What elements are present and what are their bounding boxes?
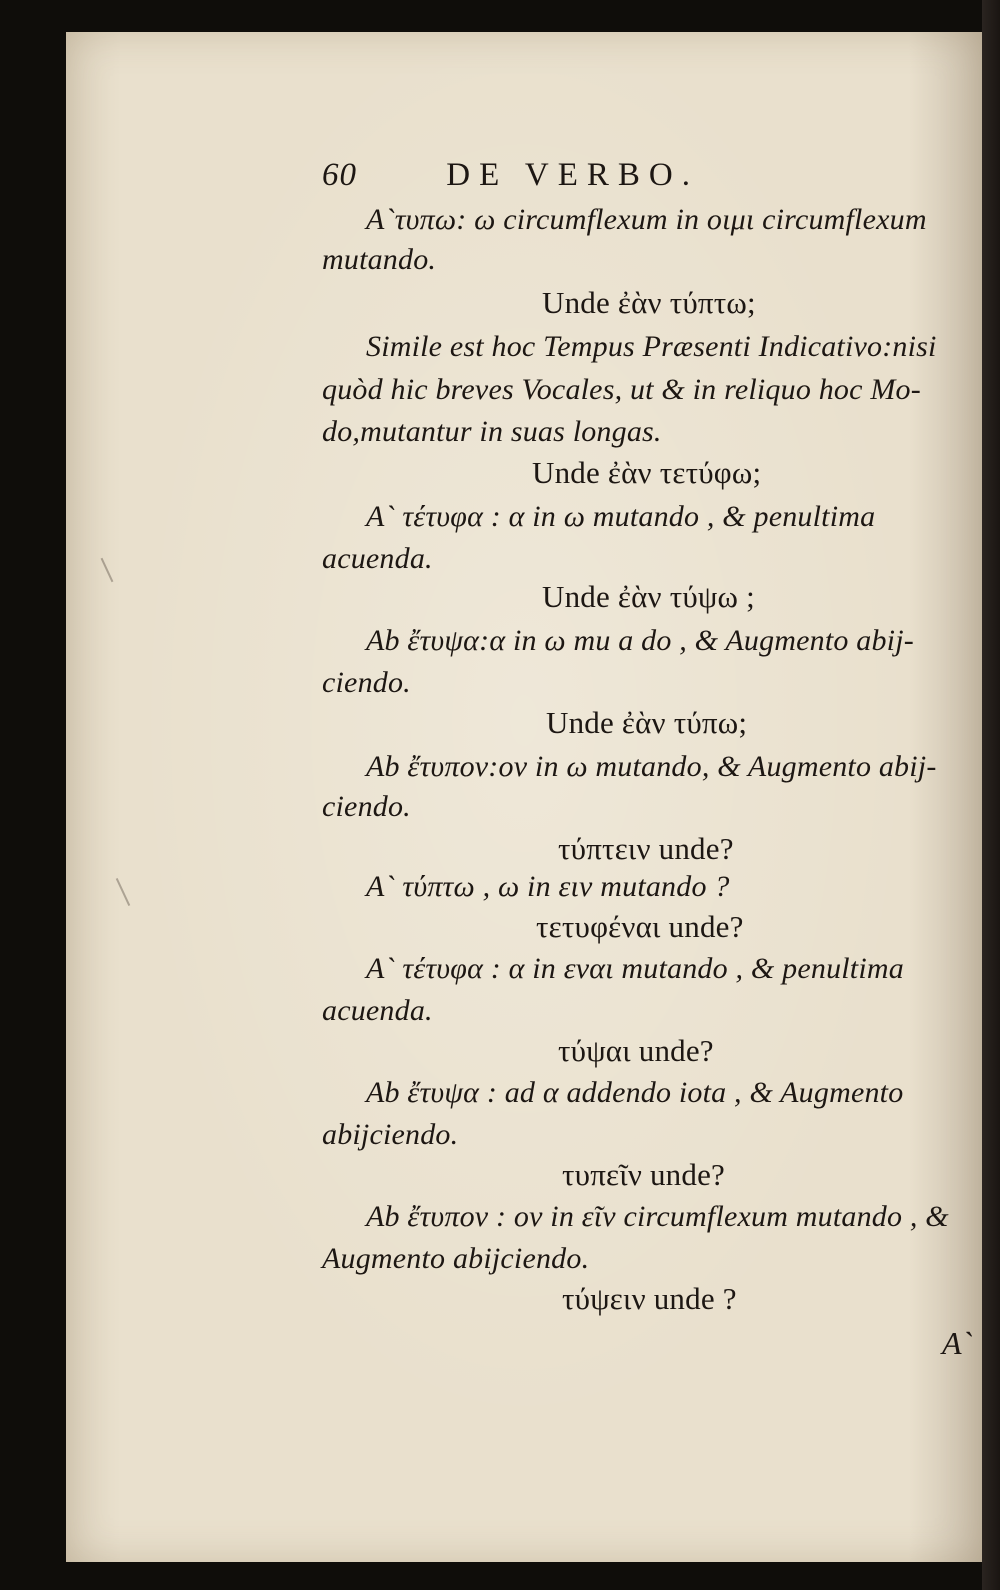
- book-page: [66, 32, 982, 1562]
- text-line: quòd hic breves Vocales, ut & in reliquo hoc Mo-: [322, 373, 921, 406]
- text-line: Ab ἔτυπον : ον in εῖν circumflexum mutando , &: [366, 1200, 949, 1233]
- text-line: do,mutantur in suas longas.: [322, 415, 662, 448]
- text-line-centered: τύψαι unde?: [558, 1033, 714, 1068]
- text-line: Augmento abijciendo.: [322, 1242, 590, 1275]
- ink-mark: [101, 558, 114, 582]
- book-spine-edge: [982, 0, 1000, 1590]
- text-line: A` τύπτω , ω in ειν mutando ?: [366, 870, 730, 903]
- text-line-centered: Unde ἐὰν τύπτω;: [542, 285, 756, 320]
- text-line: Simile est hoc Tempus Præsenti Indicativo:nisi: [366, 330, 937, 363]
- text-line-centered: τύπτειν unde?: [558, 831, 734, 866]
- text-line: Ab ἔτυψα : ad α addendo iota , & Augmento: [366, 1076, 904, 1109]
- text-line-centered: Unde ἐὰν τετύφω;: [532, 455, 762, 490]
- text-line: Ab ἔτυψα:α in ω mu a do , & Augmento abij-: [366, 624, 914, 657]
- text-line: mutando.: [322, 243, 437, 276]
- text-line: A` τέτυφα : α in εναι mutando , & penultima: [366, 952, 904, 985]
- text-line: acuenda.: [322, 542, 433, 575]
- text-line: ciendo.: [322, 666, 411, 699]
- text-line-centered: Unde ἐὰν τύψω ;: [542, 579, 755, 614]
- text-line: acuenda.: [322, 994, 433, 1027]
- page-header: [322, 157, 699, 194]
- text-line-centered: Unde ἐὰν τύπω;: [546, 705, 748, 740]
- ink-mark: [116, 878, 130, 906]
- text-line: ciendo.: [322, 790, 411, 823]
- text-line: abijciendo.: [322, 1118, 459, 1151]
- running-title: DE VERBO.: [446, 157, 699, 193]
- catchword: A`: [942, 1325, 973, 1361]
- text-line-centered: τετυφέναι unde?: [536, 909, 744, 944]
- text-line: A` τέτυφα : α in ω mutando , & penultima: [366, 500, 876, 533]
- text-line-centered: τυπεῖν unde?: [562, 1157, 726, 1192]
- text-line: Ab ἔτυπον:ον in ω mutando, & Augmento abij-: [366, 750, 937, 783]
- text-line: Α`τυπω: ω circumflexum in οιμι circumflexum: [366, 203, 927, 236]
- page-number: 60: [322, 157, 357, 193]
- text-line-centered: τύψειν unde ?: [562, 1281, 737, 1316]
